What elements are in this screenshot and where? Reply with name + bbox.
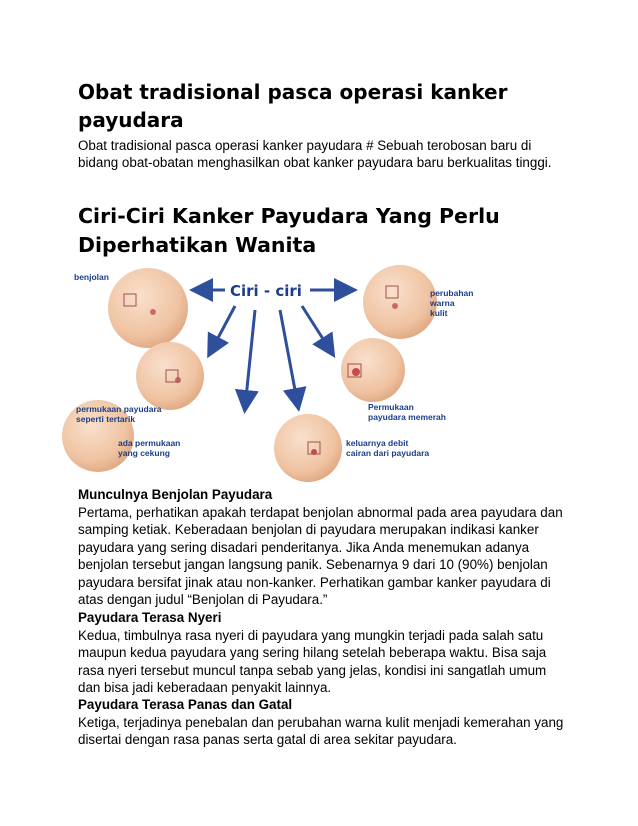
diagram-arrows [195, 290, 352, 408]
section-benjolan [78, 486, 568, 608]
breast-memerah-image [341, 338, 405, 402]
label-cairan-2: cairan dari payudara [346, 448, 430, 458]
label-tertarik-1: permukaan payudara [76, 404, 162, 414]
intro-paragraph: Obat tradisional pasca operasi kanker payudara # Sebuah terobosan baru di bidang obat-obatan menghasilkan obat kanker payudara baru berkualitas tinggi. [78, 138, 552, 170]
label-perubahan-2: warna [430, 298, 455, 308]
label-cekung-2: yang cekung [118, 448, 170, 458]
section-body: Pertama, perhatikan apakah terdapat benjolan abnormal pada area payudara dan samping ketiak. Keberadaan benjolan di payudara merupakan indikasi kanker payudara yang sering disadari penderitanya. Jika Anda menemukan adanya benjolan tersebut jangan langsung panik. Sebenarnya 9 dari 10 (90%) benjolan payudara bersifat jinak atau non-kanker. Perhatikan gambar kanker payudara di atas dengan judul “Benjolan di Payudara.” [78, 505, 563, 608]
label-memerah-2: payudara memerah [368, 412, 446, 422]
section-title: Ciri-Ciri Kanker Payudara Yang Perlu Diperhatikan Wanita [78, 204, 500, 257]
section-heading: Payudara Terasa Panas dan Gatal [78, 697, 293, 712]
breast-perubahan-image [363, 265, 437, 339]
section-heading: Munculnya Benjolan Payudara [78, 487, 273, 502]
label-tertarik-2: seperti tertarik [76, 414, 136, 424]
section-body: Kedua, timbulnya rasa nyeri di payudara yang mungkin terjadi pada salah satu maupun kedua payudara yang sering hilang setelah beberapa waktu. Bisa saja rasa nyeri tersebut muncul tanpa sebab yang jelas, kondisi ini sangatlah umum dan bisa jadi keberadaan penyakit lainnya. [78, 628, 547, 696]
section-body: Ketiga, terjadinya penebalan dan perubahan warna kulit menjadi kemerahan yang disertai dengan rasa panas serta gatal di area sekitar payudara. [78, 715, 564, 748]
label-perubahan-1: perubahan [430, 288, 474, 298]
document-title: Obat tradisional pasca operasi kanker payudara [78, 80, 508, 132]
label-memerah-1: Permukaan [368, 402, 414, 412]
breast-benjolan-image [108, 268, 188, 348]
ciri-ciri-diagram [70, 258, 474, 480]
label-cairan-1: keluarnya debit [346, 438, 409, 448]
label-cekung-1: ada permukaan [118, 438, 181, 448]
diagram-center-label: Ciri - ciri [230, 282, 302, 300]
label-benjolan: benjolan [74, 272, 109, 282]
section-panas-gatal [78, 696, 568, 749]
label-perubahan-3: kulit [430, 308, 448, 318]
section-heading: Payudara Terasa Nyeri [78, 610, 222, 625]
section-nyeri [78, 609, 568, 697]
breast-tertarik-image [136, 342, 204, 410]
breast-cairan-image [274, 414, 342, 482]
